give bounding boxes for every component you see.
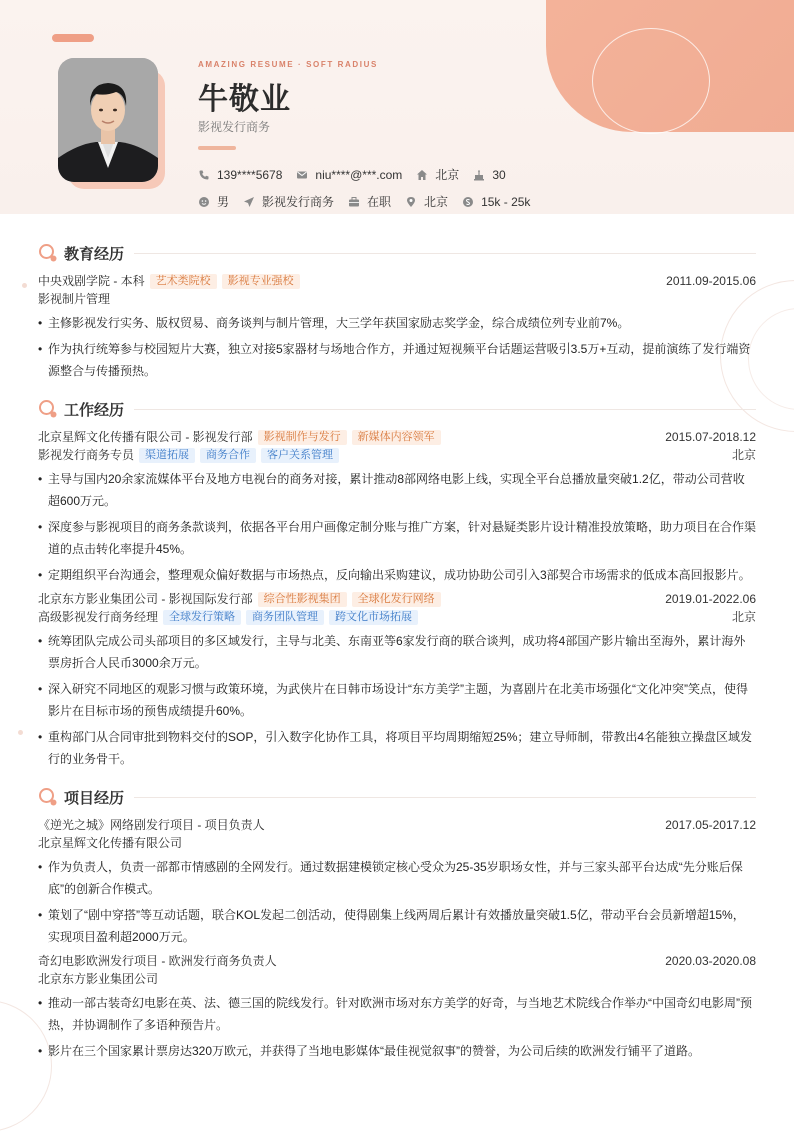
projects-title: 项目经历: [64, 789, 125, 807]
contact-row: [198, 166, 520, 183]
org-tag: 新媒体内容领军: [352, 430, 441, 445]
skill-tag: 跨文化市场拓展: [329, 610, 418, 625]
entry-bullets: [38, 992, 756, 1062]
org-tag: 全球化发行网络: [352, 592, 441, 607]
section-divider: [134, 253, 756, 254]
skill-tag: 渠道拓展: [139, 448, 195, 463]
candidate-role: 影视发行商务: [198, 120, 271, 134]
org-tag: 综合性影视集团: [258, 592, 347, 607]
send-icon: [243, 196, 255, 208]
bullet-item: • 推动一部古装奇幻电影在英、法、德三国的院线发行。针对欧洲市场对东方美学的好奇，与当地艺术院线合作举办“中国奇幻电影周”预热，并协调制作了多语种预告片。: [38, 996, 752, 1032]
work-entry: [38, 590, 756, 770]
education-header: [38, 240, 756, 266]
bullet-item: • 影片在三个国家累计票房达320万欧元，并获得了当地电影媒体“最佳视觉叙事”的赞誉，为公司后续的欧洲发行铺平了道路。: [38, 1044, 701, 1058]
entry-date: 2020.03-2020.08: [665, 954, 756, 968]
resume-tagline: AMAZING RESUME · SOFT RADIUS: [198, 60, 378, 69]
info-status: 在职: [348, 193, 391, 210]
bullet-item: • 作为负责人，负责一部都市情感剧的全网发行。通过数据建模锁定核心受众为25-35岁职场女性，并与三家头部平台达成“先分账后保底”的创新合作模式。: [38, 860, 743, 896]
entry-title-row: [38, 272, 756, 290]
section-search-icon: [38, 243, 58, 263]
work-title: 工作经历: [64, 401, 125, 419]
entry-project: 《逆光之城》网络剧发行项目 - 项目负责人: [38, 818, 265, 832]
candidate-name: 牛敬业: [198, 83, 291, 116]
skill-tag: 客户关系管理: [261, 448, 339, 463]
entry-title-row: [38, 816, 756, 834]
org-tag: 艺术类院校: [150, 274, 217, 289]
bullet-item: • 深入研究不同地区的观影习惯与政策环境，为武侠片在日韩市场设计“东方美学”主题，为喜剧片在北美市场强化“文化冲突”笑点，使得影片在目标市场的预售成绩提升60%。: [38, 682, 748, 718]
cake-icon: [473, 169, 485, 181]
entry-sub-row: [38, 608, 756, 626]
portrait-illustration: [58, 58, 158, 182]
entry-company: 北京东方影业集团公司: [38, 972, 159, 986]
entry-city: 北京: [731, 448, 756, 462]
skill-tag: 商务合作: [200, 448, 256, 463]
info-hometown: 北京: [416, 166, 459, 183]
header-decor-ring: [592, 28, 710, 134]
work-header: [38, 396, 756, 422]
bullet-item: • 重构部门从合同审批到物料交付的SOP，引入数字化协作工具，将项目平均周期缩短25%；建立导师制，带教出4名能独立操盘区域发行的业务骨干。: [38, 730, 753, 766]
role-underline: [198, 146, 236, 150]
project-entry: [38, 952, 756, 1062]
decor-dot: [18, 730, 23, 735]
info-salary: 15k - 25k: [462, 195, 530, 209]
avatar: [58, 58, 158, 182]
entry-sub-row: [38, 290, 756, 308]
education-title: 教育经历: [64, 245, 125, 263]
entry-sub-row: [38, 446, 756, 464]
entry-position: 高级影视发行商务经理: [38, 610, 159, 624]
info-target-role: 影视发行商务: [243, 193, 334, 210]
org-tag: 影视制作与发行: [258, 430, 347, 445]
education-entry: [38, 272, 756, 382]
entry-date: 2011.09-2015.06: [666, 274, 756, 288]
entry-city: 北京: [731, 610, 756, 624]
home-icon: [416, 169, 428, 181]
decor-dot: [22, 283, 27, 288]
entry-sub-row: [38, 970, 756, 988]
info-email: niu****@***.com: [296, 168, 402, 182]
entry-major: 影视制片管理: [38, 292, 111, 306]
bullet-item: • 深度参与影视项目的商务条款谈判，依据各平台用户画像定制分账与推广方案，针对悬疑类影片设计精准投放策略，助力项目在合作渠道的点击转化率提升45%。: [38, 520, 757, 556]
entry-sub-row: [38, 834, 756, 852]
section-divider: [134, 797, 756, 798]
entry-title-row: [38, 590, 756, 608]
resume-content: [38, 240, 756, 1066]
profile-row: [198, 193, 544, 210]
phone-icon: [198, 169, 210, 181]
bullet-item: • 作为执行统筹参与校园短片大赛，独立对接5家器材与场地合作方，并通过短视频平台话题运营吸引3.5万+互动，提前演练了发行端资源整合与传播预热。: [38, 342, 751, 378]
entry-company: 北京星辉文化传播有限公司: [38, 836, 183, 850]
entry-title-row: [38, 952, 756, 970]
location-pin-icon: [405, 196, 417, 208]
entry-bullets: [38, 468, 756, 586]
bullet-item: • 主导与国内20余家流媒体平台及地方电视台的商务对接，累计推动8部网络电影上线，实现全平台总播放量突破1.2亿，带动公司营收超600万元。: [38, 472, 745, 508]
info-location: 北京: [405, 193, 448, 210]
briefcase-icon: [348, 196, 360, 208]
entry-date: 2019.01-2022.06: [665, 592, 756, 606]
entry-bullets: [38, 630, 756, 770]
entry-org: 北京东方影业集团公司 - 影视国际发行部: [38, 592, 253, 606]
mail-icon: [296, 169, 308, 181]
projects-header: [38, 784, 756, 810]
entry-bullets: [38, 856, 756, 948]
bullet-item: • 统筹团队完成公司头部项目的多区域发行，主导与北美、东南亚等6家发行商的联合谈判，成功将4部国产影片输出至海外，累计海外票房折合人民币3000余万元。: [38, 634, 746, 670]
skill-tag: 全球发行策略: [163, 610, 241, 625]
salary-icon: [462, 196, 474, 208]
bullet-item: • 主修影视发行实务、版权贸易、商务谈判与制片管理，大三学年获国家励志奖学金，综合成绩位列专业前7%。: [38, 316, 630, 330]
project-entry: [38, 816, 756, 948]
work-section: [38, 396, 756, 770]
info-phone: 139****5678: [198, 168, 282, 182]
header-accent-bar: [52, 34, 94, 42]
section-search-icon: [38, 399, 58, 419]
org-tag: 影视专业强校: [222, 274, 300, 289]
section-search-icon: [38, 787, 58, 807]
section-divider: [134, 409, 756, 410]
info-age: 30: [473, 168, 505, 182]
education-section: [38, 240, 756, 382]
skill-tag: 商务团队管理: [246, 610, 324, 625]
entry-position: 影视发行商务专员: [38, 448, 135, 462]
entry-title-row: [38, 428, 756, 446]
entry-org: 北京星辉文化传播有限公司 - 影视发行部: [38, 430, 253, 444]
entry-date: 2015.07-2018.12: [665, 430, 756, 444]
projects-section: [38, 784, 756, 1062]
entry-date: 2017.05-2017.12: [665, 818, 756, 832]
info-gender: 男: [198, 193, 229, 210]
entry-project: 奇幻电影欧洲发行项目 - 欧洲发行商务负责人: [38, 954, 277, 968]
entry-org: 中央戏剧学院 - 本科: [38, 274, 145, 288]
gender-icon: [198, 196, 210, 208]
bullet-item: • 策划了“剧中穿搭”等互动话题，联合KOL发起二创活动，使得剧集上线两周后累计有效播放量突破1.5亿，带动平台会员新增超15%，实现项目盈利超2000万元。: [38, 908, 745, 944]
bullet-item: • 定期组织平台沟通会，整理观众偏好数据与市场热点，反向输出采购建议，成功协助公司引入3部契合市场需求的低成本高回报影片。: [38, 568, 751, 582]
entry-bullets: [38, 312, 756, 382]
work-entry: [38, 428, 756, 586]
